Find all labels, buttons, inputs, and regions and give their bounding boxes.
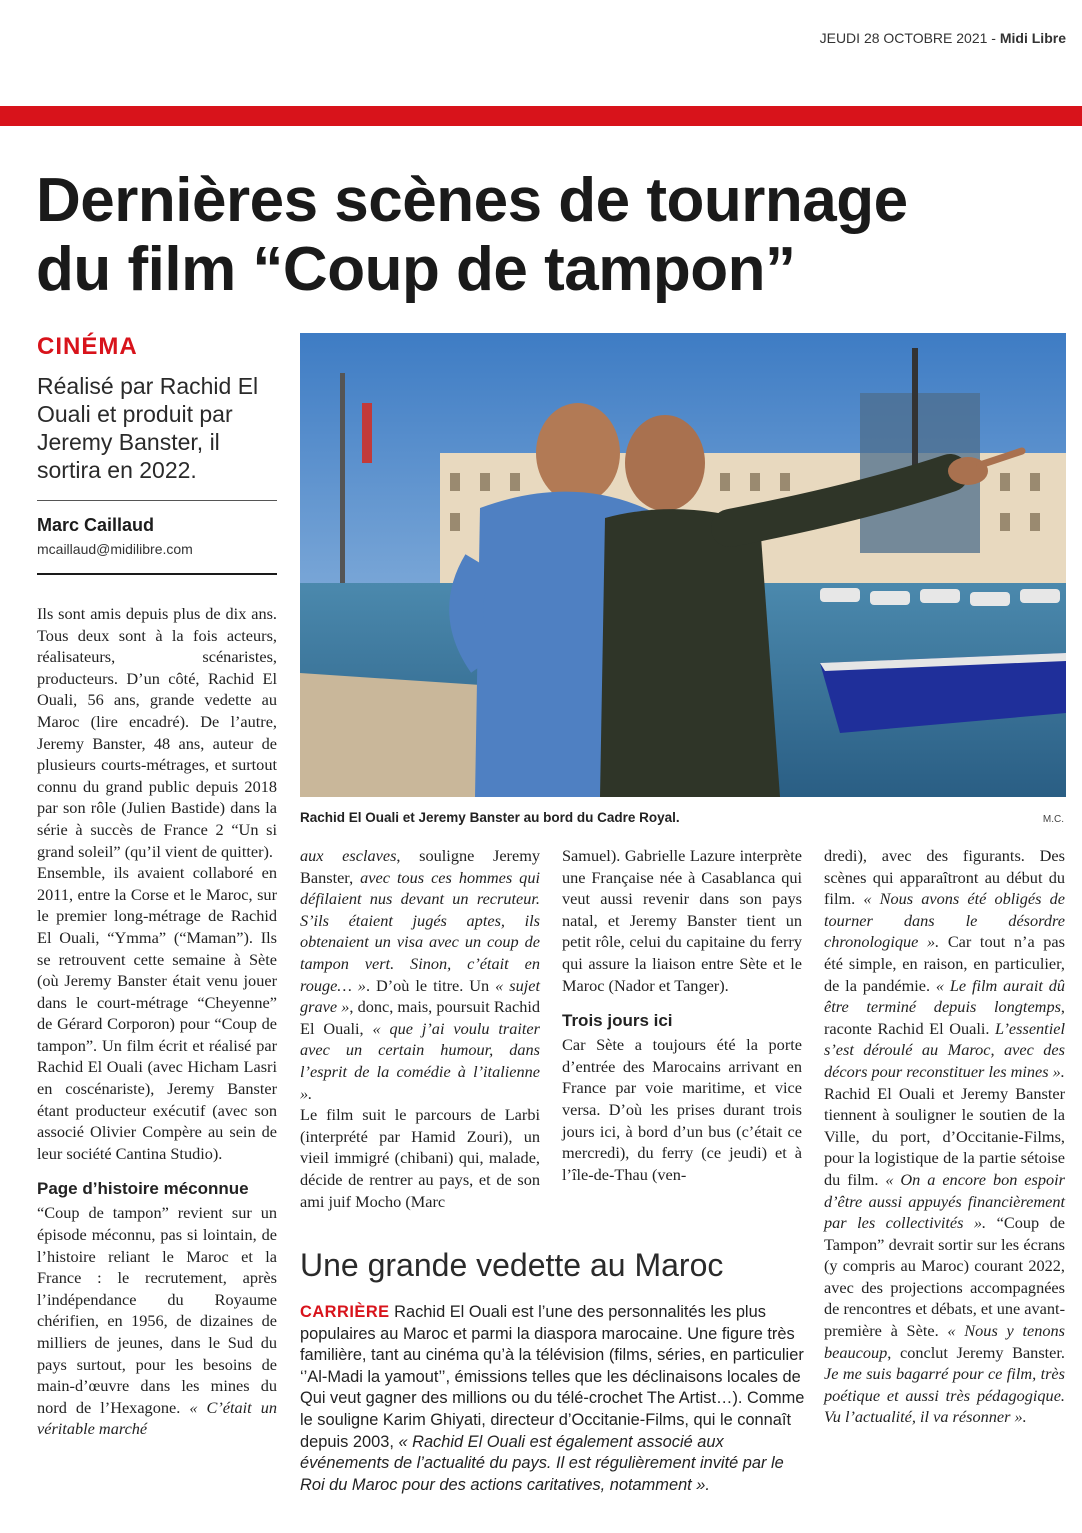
photo-illustration <box>300 333 1066 797</box>
article-column-3 <box>562 845 802 1185</box>
headline-line-1: Dernières scènes de tournage <box>36 166 908 235</box>
col1-paragraph-3-quote: « C’était un véritable marché <box>37 1397 277 1439</box>
standfirst: Réalisé par Rachid El Ouali et produit par Jeremy Banster, il sortira en 2022. <box>37 373 259 483</box>
col2-quote-b: avec tous ces hommes qui défilaient nus devant un recruteur. S’ils étaient jugés aptes, ils obtenaient un visa avec un coup de tampon vert. Sinon, c’était en rouge… » <box>300 867 540 995</box>
red-banner <box>0 106 1082 126</box>
box-lead: CARRIÈRE <box>300 1303 390 1321</box>
article-column-2 <box>300 845 540 1212</box>
col2-text-c: , donc, mais, poursuit Rachid El Ouali, <box>300 997 541 1038</box>
col1-paragraph-2: Ensemble, ils avaient collaboré en 2011, entre la Corse et le Maroc, sur le premier long-métrage de Rachid El Ouali, “Ymma” (“Maman”). Ils se retrouvent cette semaine à Sète (où Jeremy Banster était venu jouer dans le court-métrage “Cheyenne” de Gérard Corporon) pour “Coup de tampon”. Un film écrit et réalisé par Rachid El Ouali (avec Hicham Lasri en coscénariste), Jeremy Banster étant producteur exécutif (avec son associé Olivier Compère au sein de leur société Cantina Studio). <box>37 863 277 1163</box>
box-body: Rachid El Ouali est l’une des personnalités les plus populaires au Maroc et parmi la diaspora marocaine. Une figure très familière, tant au cinéma qu’à la télévision (films, séries, en particulier ‘’Al-Madi la yamout’’, émissions telles que les déclinaisons locales de Qui veut gagner des millions ou du télé-crochet The Artist…). Comme le souligne Karim Ghiyati, directeur d’Occitanie-Films, qui le connaît depuis 2003, <box>300 1303 805 1451</box>
col4-quote-a: « Nous avons été obligés de tourner dans le désordre chronologique ». <box>824 889 1065 952</box>
col3-paragraph-1: Samuel). Gabrielle Lazure interprète une Française née à Casablanca qui veut aussi revenir dans son pays natal, et Jeremy Banster tient un petit rôle, celui du capitaine du ferry qui assure la liaison entre Sète et le Maroc (Nador et Tanger). <box>562 846 802 995</box>
masthead-paper: Midi Libre <box>999 30 1066 46</box>
photo-credit: M.C. <box>1042 814 1064 825</box>
divider-bottom <box>37 573 277 575</box>
masthead <box>820 30 1066 46</box>
col1-paragraph-3 <box>37 1202 277 1440</box>
subhead-three-days: Trois jours ici <box>562 1011 673 1031</box>
author-email: mcaillaud@midilibre.com <box>37 541 193 557</box>
col2-paragraph-1 <box>300 845 540 1104</box>
col3-paragraph-2: Car Sète a toujours été la porte d’entrée des Marocains arrivant en France par voie maritime, et vice versa. D’où les prises durant trois jours ici, à bord d’un bus (c’était ce mercredi), du ferry (ce jeudi) et à l’île-de-Thau (ven- <box>562 1035 802 1184</box>
divider-top <box>37 500 277 501</box>
col4-quote-c: L’essentiel s’est déroulé au Maroc, avec des décors pour reconstituer les mines ». <box>824 1018 1065 1081</box>
col2-text-b: . D’où le titre. Un <box>365 975 490 995</box>
col4-text-a: dredi), avec des figurants. Des scènes qui apparaîtront au début du film. <box>824 846 1065 909</box>
article-column-4 <box>824 845 1065 1428</box>
col4-quote-e: « Nous y tenons beaucoup <box>824 1321 1065 1362</box>
subhead-history: Page d’histoire méconnue <box>37 1179 249 1199</box>
col2-paragraph-2: Le film suit le parcours de Larbi (interprété par Hamid Zouri), un vieil immigré (chibani) qui, malade, décide de rentrer au pays, et de son ami juif Mocho (Marc <box>300 1105 540 1211</box>
headline <box>36 166 1036 304</box>
col4-paragraph-2 <box>824 1083 1065 1429</box>
author-name: Marc Caillaud <box>37 515 155 535</box>
col2-quote-d: « que j’ai voulu traiter avec un certain humour, dans l’esprit de la comédie à l’italienne ». <box>300 1018 540 1103</box>
box-quote: « Rachid El Ouali est également associé aux événements de l’actualité du pays. Il est régulièrement invité par le Roi du Maroc pour des actions caritatives, notamment ». <box>300 1432 784 1494</box>
col2-quote-c: « sujet grave » <box>300 975 540 1017</box>
headline-line-2: du film “Coup de tampon” <box>36 235 796 304</box>
photo-caption: Rachid El Ouali et Jeremy Banster au bord du Cadre Royal. <box>300 810 680 825</box>
col4-text-b: Car tout n’a pas été simple, en raison, en particulier, de la pandémie. <box>824 932 1065 995</box>
col4-paragraph-1 <box>824 845 1065 1083</box>
box-title: Une grande vedette au Maroc <box>300 1247 724 1283</box>
col4-quote-d: « On a encore bon espoir d’être aussi appuyés financièrement par les collectivités ». <box>824 1169 1065 1233</box>
col4-text-e: “Coup de Tampon” devrait sortir sur les écrans (y compris au Maroc) courant 2022, avec des projections accompagnées de rencontres et débats, et une avant-première à Sète. <box>824 1213 1066 1341</box>
article-column-1 <box>37 603 277 1440</box>
col4-text-d: Rachid El Ouali et Jeremy Banster tiennent à souligner le soutien de la Ville, du port, d’Occitanie-Films, pour la logistique de la partie sétoise du film. <box>824 1083 1065 1189</box>
col1-paragraph-1: Ils sont amis depuis plus de dix ans. Tous deux sont à la fois acteurs, réalisateurs, scénaristes, producteurs. D’un côté, Rachid El Ouali, 56 ans, grande vedette au Maroc (lire encadré). De l’autre, Jeremy Banster, 48 ans, auteur de plusieurs courts-métrages, et surtout connu du grand public depuis 2018 par son rôle (Julien Bastide) dans la série à succès de France 2 “Un si grand soleil” (qu’il vient de quitter). <box>37 604 277 861</box>
masthead-separator: - <box>987 30 1000 46</box>
col2-text-a: , souligne Jeremy Banster, <box>300 846 540 887</box>
masthead-date: JEUDI 28 OCTOBRE 2021 <box>819 30 988 46</box>
col4-quote-f: Je me suis bagarré pour ce film, très poétique et aussi très pédagogique. Vu l’actualité, il va résonner ». <box>824 1364 1065 1427</box>
col1-paragraph-3-text: “Coup de tampon” revient sur un épisode méconnu, pas si lointain, de l’histoire reliant le Maroc et la France : le recrutement, après l’indépendance du Royaume chérifien, en 1956, de dizaines de milliers de jeunes, dans le Sud du pays surtout, pour les besoins de main-d’œuvre dans les mines du nord de l’Hexagone. <box>37 1203 277 1417</box>
col4-text-f: , conclut Jeremy Banster. <box>887 1342 1065 1362</box>
col2-quote-a: aux esclaves <box>300 846 397 865</box>
col4-quote-b: « Le film aurait dû être terminé depuis longtemps <box>824 975 1065 1017</box>
col4-text-c: , raconte Rachid El Ouali. <box>824 997 1065 1038</box>
box-text <box>300 1302 805 1496</box>
section-rubric: CINÉMA <box>37 333 138 360</box>
article-photo <box>300 333 1066 797</box>
